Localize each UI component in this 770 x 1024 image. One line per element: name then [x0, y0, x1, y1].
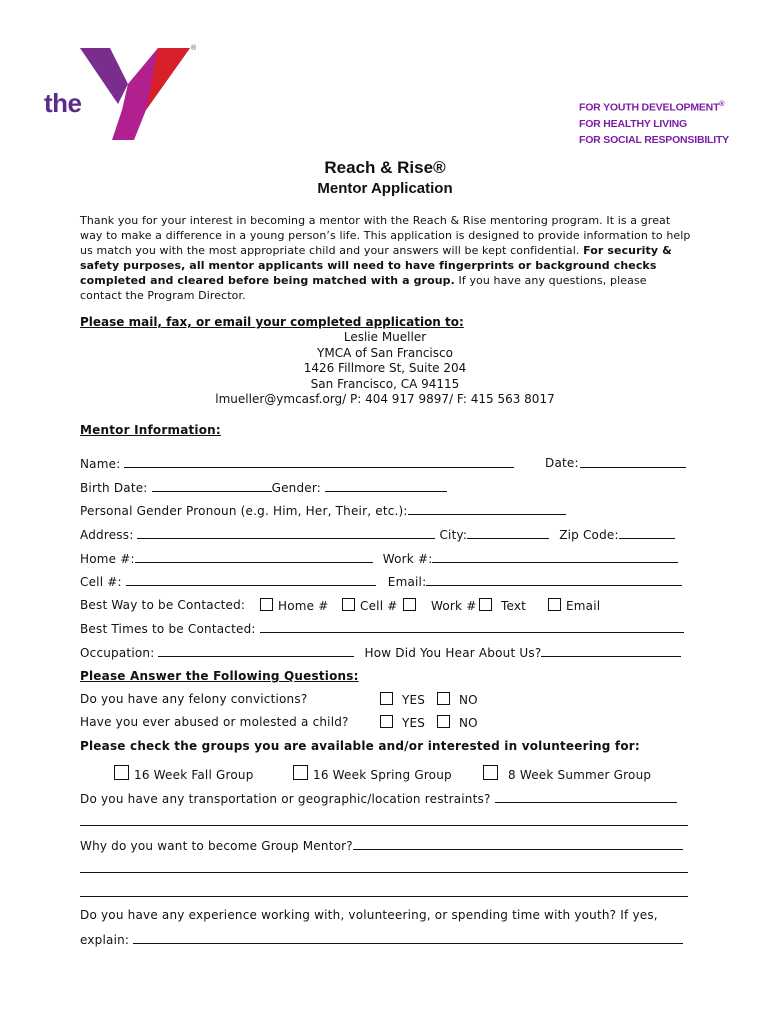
why-answer-line-2[interactable]: [80, 896, 688, 897]
home-phone-field[interactable]: [135, 551, 373, 563]
felony-no-option[interactable]: [437, 692, 478, 707]
home-phone-label: Home #:: [80, 552, 135, 566]
abused-no-option[interactable]: [437, 715, 478, 730]
group-spring-label: 16 Week Spring Group: [313, 768, 452, 782]
logo-brand-word: the: [44, 88, 82, 118]
address-line-street: 1426 Fillmore St, Suite 204: [303, 361, 467, 375]
felony-no-label: NO: [459, 693, 478, 707]
pronoun-field[interactable]: [408, 503, 566, 515]
birth-date-label: Birth Date:: [80, 481, 148, 495]
address-line-org: YMCA of San Francisco: [317, 345, 453, 360]
address-label: Address:: [80, 528, 134, 542]
transport-field[interactable]: [495, 791, 677, 803]
intro-text-1: Thank you for your interest in becoming a mentor with the Reach & Rise mentoring program. It is a great way to make a difference in a young person’s life. This application is designed to provide information to help us match you with the most appropriate child and your answers will be kept confidential.: [80, 214, 691, 257]
zip-label: Zip Code:: [559, 528, 619, 542]
transport-answer-line[interactable]: [80, 825, 688, 826]
abused-no-label: NO: [459, 716, 478, 730]
group-option-spring[interactable]: [293, 765, 452, 782]
contact-option-cell[interactable]: [342, 598, 398, 613]
best-times-field[interactable]: [260, 621, 684, 633]
checkbox-home[interactable]: [260, 598, 273, 611]
row-occupation: [80, 645, 692, 660]
birth-date-field[interactable]: [152, 480, 272, 492]
date-label: Date:: [545, 456, 579, 470]
mail-address-block: [0, 330, 770, 408]
felony-question: Do you have any felony convictions?: [80, 692, 308, 706]
checkbox-text[interactable]: [479, 598, 492, 611]
city-label: City:: [439, 528, 468, 542]
felony-yes-label: YES: [402, 693, 426, 707]
city-field[interactable]: [467, 527, 549, 539]
group-fall-label: 16 Week Fall Group: [134, 768, 254, 782]
email-label: Email:: [387, 575, 427, 589]
occupation-label: Occupation:: [80, 646, 155, 660]
contact-option-work[interactable]: [403, 598, 476, 613]
address-field[interactable]: [137, 527, 435, 539]
row-felony: [80, 692, 692, 706]
cell-phone-field[interactable]: [126, 574, 376, 586]
why-answer-line-1[interactable]: [80, 872, 688, 873]
pronoun-label: Personal Gender Pronoun (e.g. Him, Her, Their, etc.):: [80, 504, 408, 518]
zip-field[interactable]: [619, 527, 675, 539]
checkbox-felony-yes[interactable]: [380, 692, 393, 705]
row-name-date: [80, 456, 692, 471]
tagline-registered-mark: ®: [719, 101, 725, 108]
logo-ymca-text: YMCA: [143, 111, 163, 137]
row-transport: [80, 791, 692, 806]
cell-phone-label: Cell #:: [80, 575, 122, 589]
address-line-city: San Francisco, CA 94115: [310, 376, 460, 391]
work-phone-label: Work #:: [382, 552, 433, 566]
checkbox-abused-no[interactable]: [437, 715, 450, 728]
felony-yes-option[interactable]: [380, 692, 425, 707]
groups-heading: Please check the groups you are available and/or interested in volunteering for:: [80, 739, 640, 753]
why-question: Why do you want to become Group Mentor?: [80, 839, 353, 853]
checkbox-spring-group[interactable]: [293, 765, 308, 780]
group-option-fall[interactable]: [114, 765, 254, 782]
name-label: Name:: [80, 457, 121, 471]
checkbox-abused-yes[interactable]: [380, 715, 393, 728]
contact-option-work-label: Work #: [431, 599, 477, 613]
row-address: [80, 527, 692, 542]
address-line-contact: lmueller@ymcasf.org/ P: 404 917 9897/ F: 415 563 8017: [215, 392, 555, 406]
contact-option-cell-label: Cell #: [360, 599, 398, 613]
abused-yes-option[interactable]: [380, 715, 425, 730]
mail-heading: Please mail, fax, or email your completed application to:: [80, 315, 464, 329]
contact-option-home[interactable]: [260, 598, 329, 613]
address-line-name: Leslie Mueller: [343, 330, 427, 344]
explain-label: explain:: [80, 933, 130, 947]
row-cell-email: [80, 574, 692, 589]
gender-label: Gender:: [271, 481, 322, 495]
row-explain: [80, 932, 692, 947]
row-pronoun: [80, 503, 692, 518]
best-way-label: Best Way to be Contacted:: [80, 598, 246, 612]
contact-option-email-label: Email: [566, 599, 601, 613]
row-birth-gender: [80, 480, 692, 495]
why-field[interactable]: [353, 838, 683, 850]
experience-question: Do you have any experience working with, volunteering, or spending time with youth? If yes,: [80, 908, 658, 922]
intro-paragraph: [80, 213, 692, 303]
how-hear-field[interactable]: [541, 645, 681, 657]
gender-field[interactable]: [325, 480, 447, 492]
intro-security-notice: For security & safety purposes, all mentor applicants will need to have fingerprints or background checks completed and cleared before being matched with a group.: [80, 244, 672, 287]
checkbox-summer-group[interactable]: [483, 765, 498, 780]
logo-registered-mark: ®: [191, 45, 197, 52]
ymca-y-icon: [72, 40, 198, 140]
ymca-logo: [40, 40, 197, 150]
abused-yes-label: YES: [402, 716, 426, 730]
row-best-times: [80, 621, 692, 636]
contact-option-home-label: Home #: [278, 599, 329, 613]
transport-question: Do you have any transportation or geographic/location restraints?: [80, 792, 491, 806]
row-abused: [80, 715, 692, 729]
row-home-work: [80, 551, 692, 566]
group-option-summer[interactable]: [483, 765, 651, 782]
checkbox-work[interactable]: [403, 598, 416, 611]
best-times-label: Best Times to be Contacted:: [80, 622, 256, 636]
explain-field[interactable]: [133, 932, 683, 944]
checkbox-fall-group[interactable]: [114, 765, 129, 780]
tagline-line-3: FOR SOCIAL RESPONSIBILITY: [579, 133, 729, 146]
page-subtitle: Mentor Application: [317, 180, 453, 197]
email-field[interactable]: [426, 574, 682, 586]
date-field[interactable]: [580, 456, 686, 468]
abused-question: Have you ever abused or molested a child?: [80, 715, 349, 729]
tagline-line-2: FOR HEALTHY LIVING: [579, 117, 688, 130]
occupation-field[interactable]: [158, 645, 354, 657]
tagline-line-1: FOR YOUTH DEVELOPMENT: [579, 101, 720, 114]
row-why: [80, 838, 692, 853]
checkbox-felony-no[interactable]: [437, 692, 450, 705]
contact-option-email[interactable]: [548, 598, 600, 613]
intro-text-2: If you have any questions, please contact the Program Director.: [80, 274, 647, 302]
name-field[interactable]: [124, 456, 514, 468]
page-title: Reach & Rise®: [324, 158, 446, 177]
contact-option-text-label: Text: [501, 599, 527, 613]
checkbox-email[interactable]: [548, 598, 561, 611]
mentor-info-heading: Mentor Information:: [80, 423, 221, 437]
group-summer-label: 8 Week Summer Group: [508, 768, 652, 782]
work-phone-field[interactable]: [432, 551, 678, 563]
questions-heading: Please Answer the Following Questions:: [80, 669, 359, 683]
how-hear-label: How Did You Hear About Us?: [364, 646, 542, 660]
tagline: [579, 97, 729, 148]
checkbox-cell[interactable]: [342, 598, 355, 611]
row-best-way: [80, 598, 692, 612]
contact-option-text[interactable]: [479, 598, 526, 613]
